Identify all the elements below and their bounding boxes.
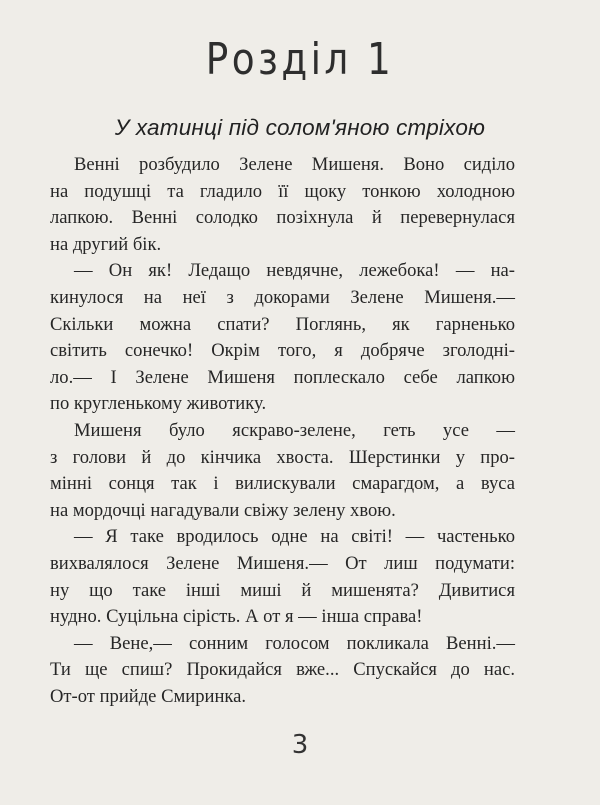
text-line: на другий бік. (50, 233, 162, 255)
text-line: лапкою. Венні солодко позіхнула й перевернулася (50, 207, 515, 229)
text-line: кинулося на неї з докорами Зелене Мишеня.— (50, 286, 515, 308)
text-line: Скільки можна спати? Поглянь, як гарненько (50, 313, 515, 335)
text-line: з голови й до кінчика хвоста. Шерстинки у про- (50, 446, 515, 468)
text-line: на мордочці нагадували свіжу зелену хвою. (50, 499, 396, 521)
text-line: мінні сонця так і вилискували смарагдом, а вуса (50, 473, 515, 495)
text-line: Мишеня було яскраво-зелене, геть усе — (74, 419, 515, 441)
text-line: вихвалялося Зелене Мишеня.— От лиш подумати: (50, 552, 515, 574)
text-line: на подушці та гладило її щоку тонкою холодною (50, 180, 515, 202)
text-line: ло.— І Зелене Мишеня поплескало себе лапкою (50, 366, 515, 388)
text-line: От-от прийде Смиринка. (50, 685, 247, 707)
text-line: Ти ще спиш? Прокидайся вже... Спускайся до нас. (50, 659, 515, 681)
text-line: по кругленькому животику. (50, 393, 267, 415)
text-line: ну що таке інші миші й мишенята? Дивитися (50, 579, 515, 601)
text-line: — Он як! Ледащо невдячне, лежебока! — на- (74, 260, 515, 282)
text-line: — Я таке вродилось одне на світі! — частенько (74, 526, 515, 548)
chapter-title: Розділ 1 (205, 34, 395, 85)
text-line: — Вене,— сонним голосом покликала Венні.— (74, 632, 515, 654)
text-line: нудно. Суцільна сірість. А от я — інша справа! (50, 606, 423, 628)
text-line: світить сонечко! Окрім того, я добряче зголодні- (50, 340, 515, 362)
body-text (50, 152, 515, 710)
page-number: 3 (291, 730, 309, 760)
chapter-subtitle: У хатинці під солом'яною стріхою (114, 115, 486, 140)
text-line: Венні розбудило Зелене Мишеня. Воно сиділо (74, 154, 515, 175)
